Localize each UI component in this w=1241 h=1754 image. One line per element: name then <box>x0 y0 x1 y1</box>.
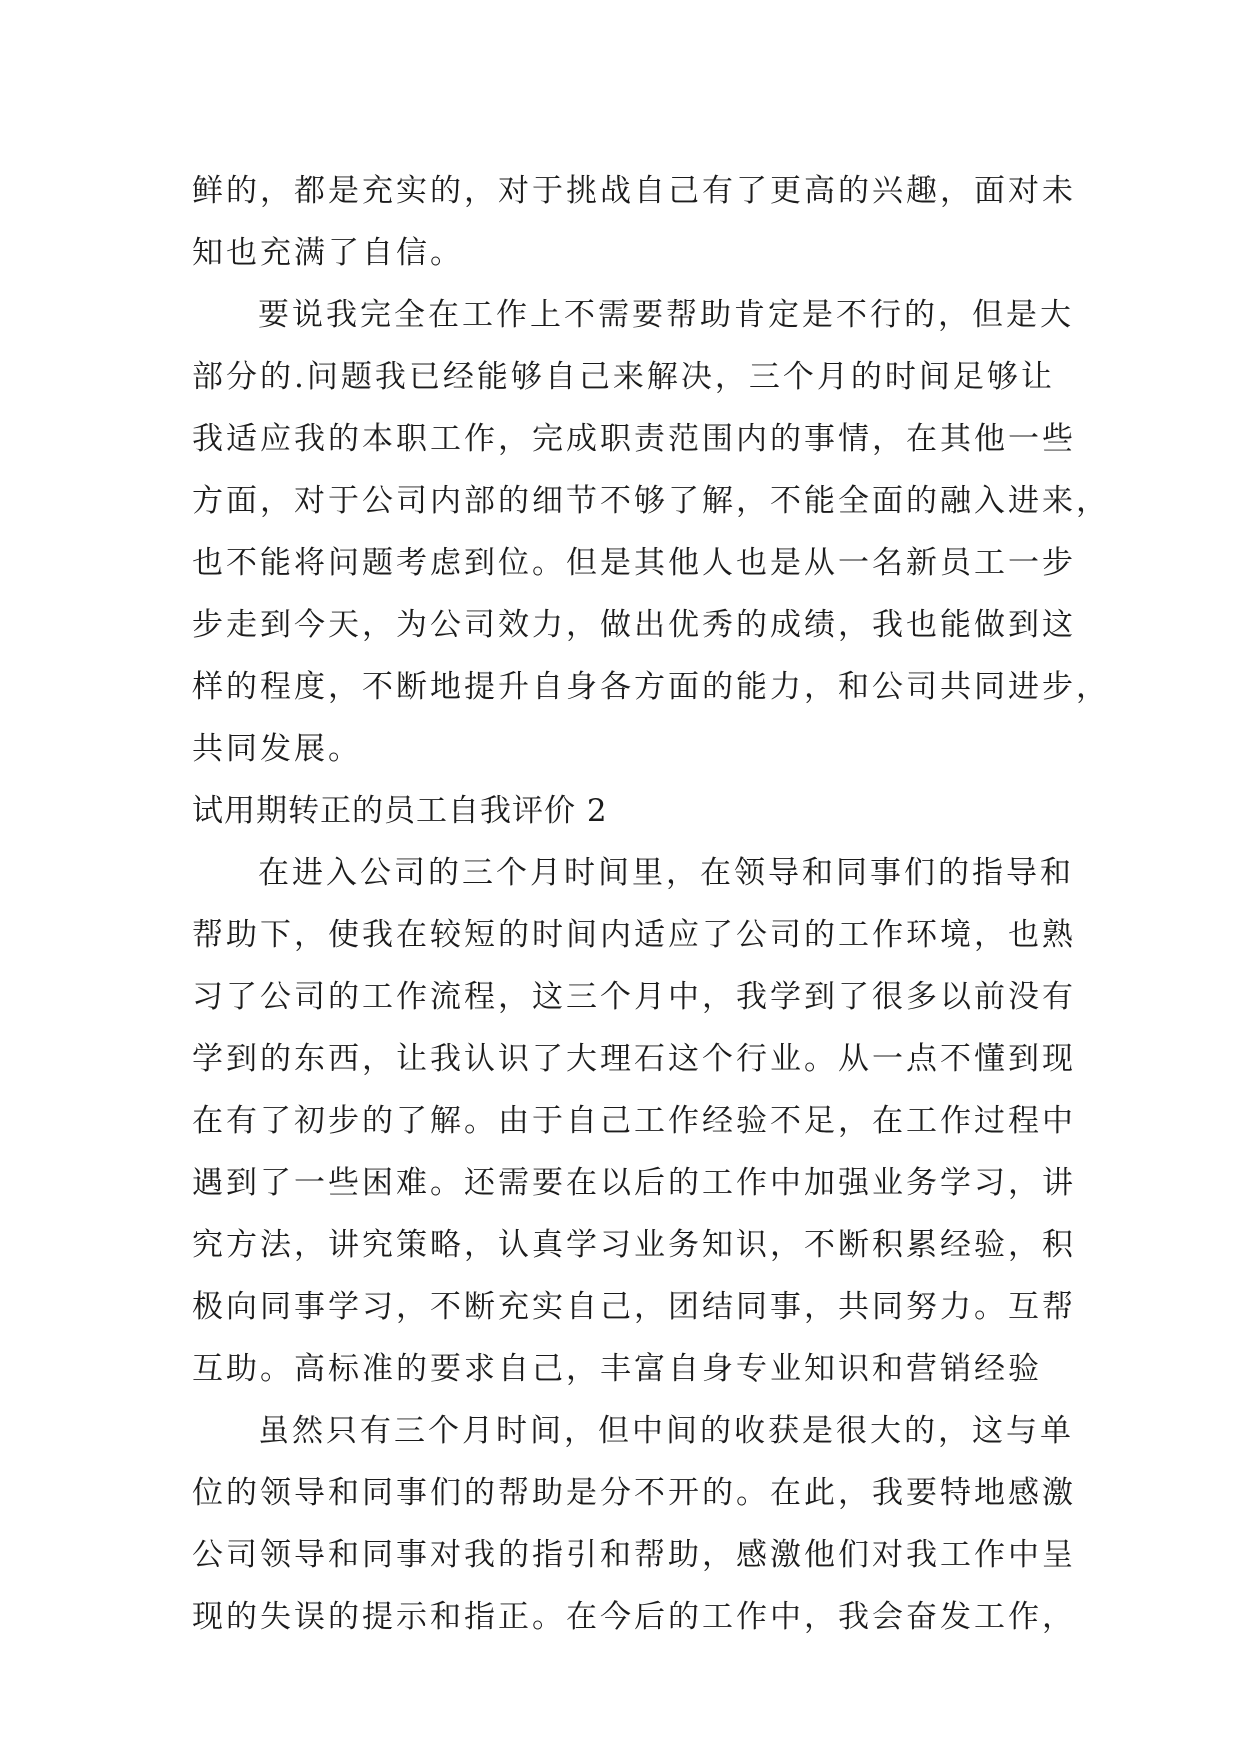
text-line: 方面，对于公司内部的细节不够了解，不能全面的融入进来， <box>192 483 1110 519</box>
text-line: 现的失误的提示和指正。在今后的工作中，我会奋发工作， <box>192 1599 1076 1635</box>
document-body <box>192 160 1110 1648</box>
text-line: 习了公司的工作流程，这三个月中，我学到了很多以前没有 <box>192 979 1076 1015</box>
text-line: 步走到今天，为公司效力，做出优秀的成绩，我也能做到这 <box>192 607 1076 643</box>
text-line: 位的领导和同事们的帮助是分不开的。在此，我要特地感激 <box>192 1475 1076 1511</box>
section-heading: 试用期转正的员工自我评价 2 <box>192 793 608 829</box>
text-line: 互助。高标准的要求自己，丰富自身专业知识和营销经验 <box>192 1351 1042 1387</box>
text-line: 也不能将问题考虑到位。但是其他人也是从一名新员工一步 <box>192 545 1076 581</box>
text-line: 部分的.问题我已经能够自己来解决，三个月的时间足够让 <box>192 359 1055 395</box>
text-line: 虽然只有三个月时间，但中间的收获是很大的，这与单 <box>258 1413 1074 1449</box>
text-line: 要说我完全在工作上不需要帮助肯定是不行的，但是大 <box>258 297 1074 333</box>
paragraph <box>192 842 1076 1400</box>
text-line: 帮助下，使我在较短的时间内适应了公司的工作环境，也熟 <box>192 917 1076 953</box>
text-line: 公司领导和同事对我的指引和帮助，感激他们对我工作中呈 <box>192 1537 1076 1573</box>
paragraph-continued <box>192 160 1076 284</box>
text-line: 究方法，讲究策略，认真学习业务知识，不断积累经验，积 <box>192 1227 1076 1263</box>
text-line: 在进入公司的三个月时间里，在领导和同事们的指导和 <box>258 855 1074 891</box>
text-line: 共同发展。 <box>192 731 362 767</box>
paragraph <box>192 284 1110 780</box>
text-line: 遇到了一些困难。还需要在以后的工作中加强业务学习，讲 <box>192 1165 1076 1201</box>
text-line: 鲜的，都是充实的，对于挑战自己有了更高的兴趣，面对未 <box>192 173 1076 209</box>
text-line: 极向同事学习，不断充实自己，团结同事，共同努力。互帮 <box>192 1289 1076 1325</box>
text-line: 知也充满了自信。 <box>192 235 464 271</box>
text-line: 学到的东西，让我认识了大理石这个行业。从一点不懂到现 <box>192 1041 1076 1077</box>
text-line: 样的程度，不断地提升自身各方面的能力，和公司共同进步， <box>192 669 1110 705</box>
text-line: 我适应我的本职工作，完成职责范围内的事情，在其他一些 <box>192 421 1076 457</box>
paragraph <box>192 1400 1076 1648</box>
text-line: 在有了初步的了解。由于自己工作经验不足，在工作过程中 <box>192 1103 1076 1139</box>
